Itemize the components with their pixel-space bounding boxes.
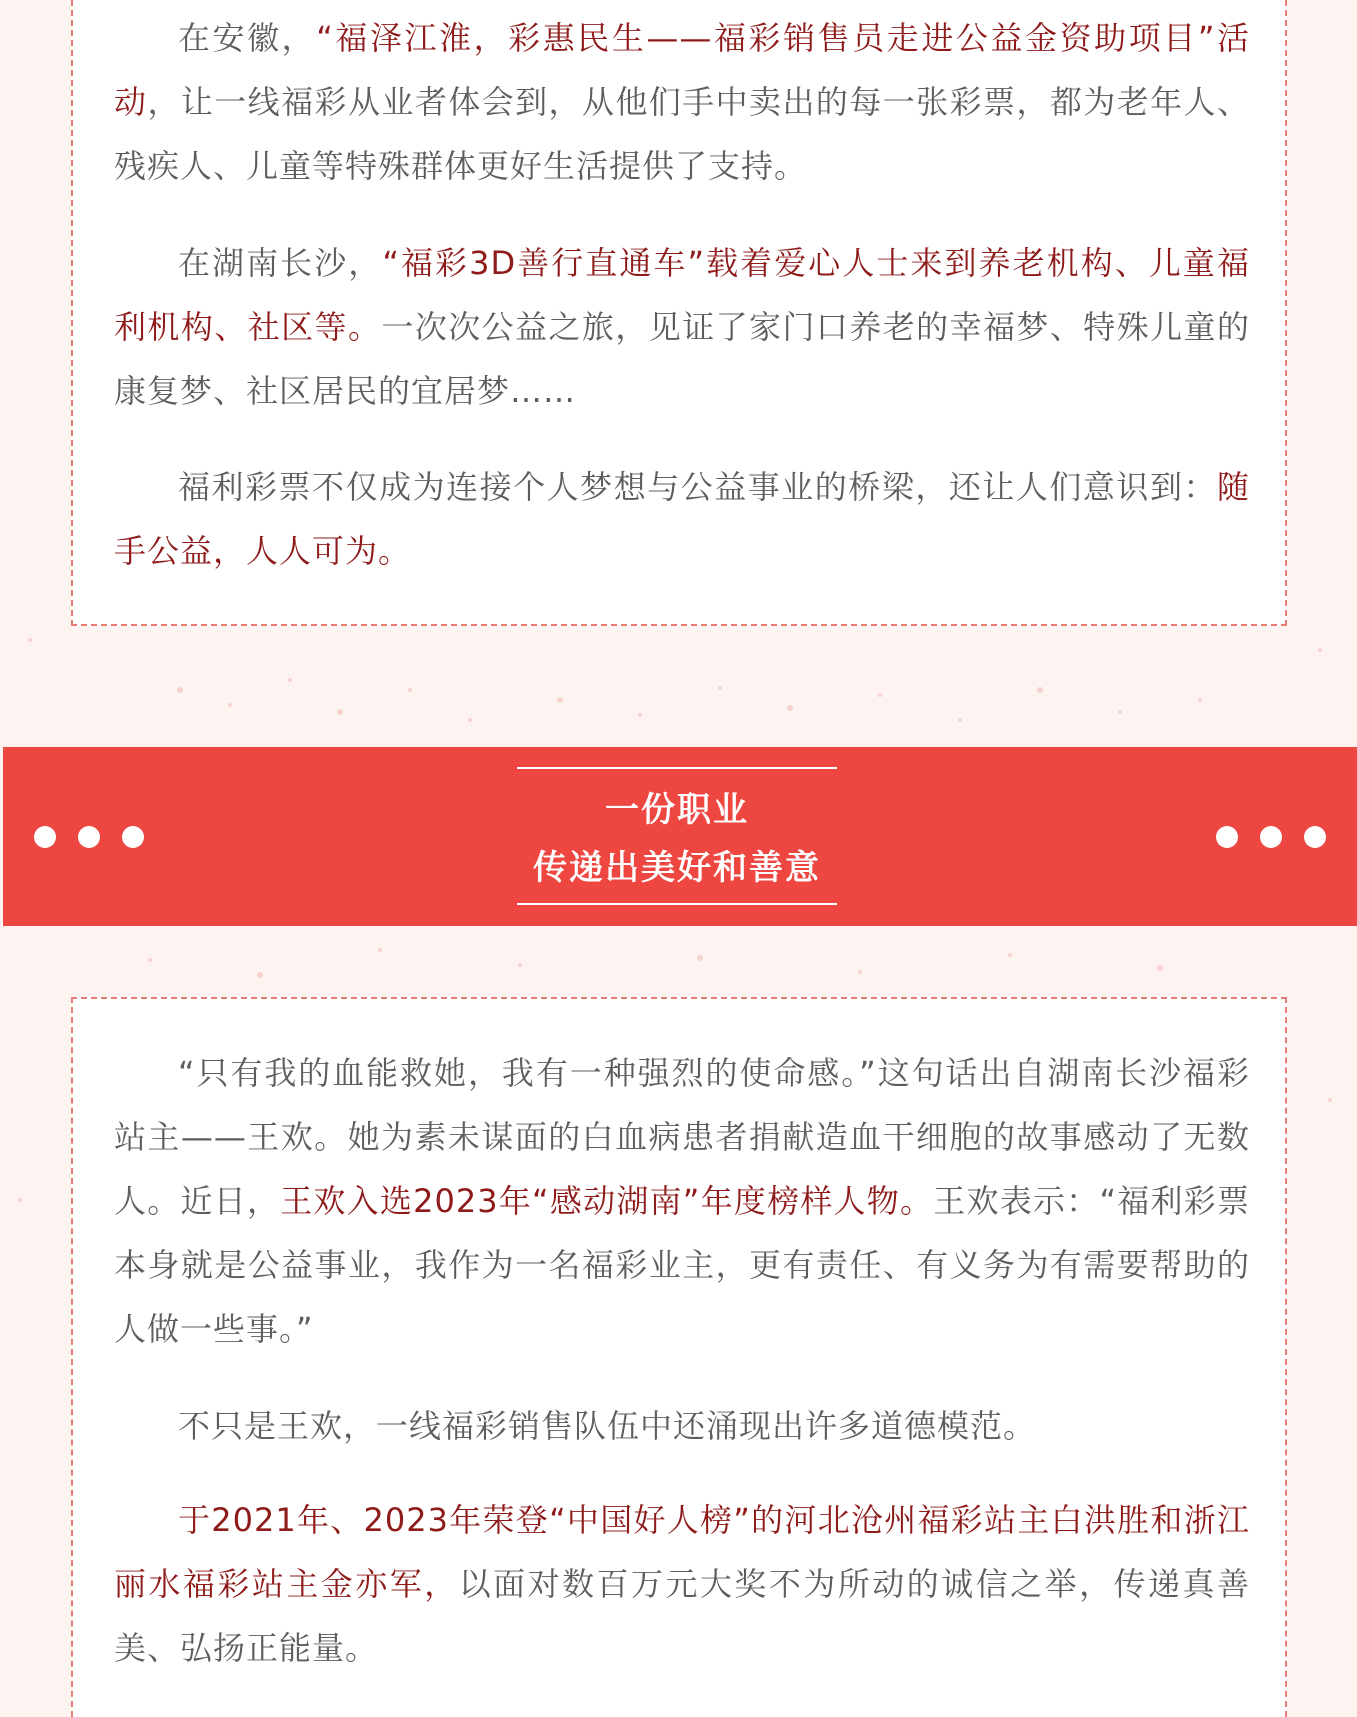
banner-bottom-rule <box>517 903 837 905</box>
text-segment: “只有我的血能救她，我有一种强烈的使命感。”这句话出自湖南长沙福彩站主——王欢。她为素未谋面的白血病患者捐献造血干细胞的故事感动了无数人。近日， <box>114 1054 1250 1220</box>
paragraph-changsha <box>114 231 1250 423</box>
banner-title-line2: 传递出美好和善意 <box>533 848 821 888</box>
highlight-text: 王欢入选2023年“感动湖南”年度榜样人物。 <box>280 1182 934 1220</box>
text-segment: ，让一线福彩从业者体会到，从他们手中卖出的每一张彩票，都为老年人、残疾人、儿童等特殊群体更好生活提供了支持。 <box>114 83 1250 185</box>
paragraph-good-people <box>114 1488 1250 1680</box>
article-card-top <box>71 0 1287 626</box>
text-segment: 以面对数百万元大奖不为所动的诚信之举，传递真善美、弘扬正能量。 <box>114 1565 1250 1667</box>
dot-ornament-right-2 <box>1260 826 1282 848</box>
text-segment: 在湖南长沙， <box>178 244 383 282</box>
text-segment: 王欢表示：“福利彩票本身就是公益事业，我作为一名福彩业主，更有责任、有义务为有需要帮助的人做一些事。” <box>114 1182 1250 1348</box>
dot-ornament-left-2 <box>78 826 100 848</box>
highlight-text: “福泽江淮，彩惠民生——福彩销售员走进公益金资助项目”活动 <box>114 19 1250 121</box>
paragraph-wanghuan <box>114 1041 1250 1361</box>
text-segment: 一次次公益之旅，见证了家门口养老的幸福梦、特殊儿童的康复梦、社区居民的宜居梦…… <box>114 308 1250 410</box>
highlight-text: “福彩3D善行直通车”载着爱心人士来到养老机构、儿童福利机构、社区等。 <box>114 244 1250 346</box>
highlight-text: 随手公益，人人可为。 <box>114 468 1250 570</box>
text-segment: 不只是王欢，一线福彩销售队伍中还涌现出许多道德模范。 <box>178 1407 1037 1445</box>
dot-ornament-right-3 <box>1304 826 1326 848</box>
text-segment: 福利彩票不仅成为连接个人梦想与公益事业的桥梁，还让人们意识到： <box>178 468 1217 506</box>
article-card-bottom <box>71 997 1287 1717</box>
dot-ornament-right-1 <box>1216 826 1238 848</box>
paragraph-anhui <box>114 6 1250 198</box>
banner-top-rule <box>517 767 837 769</box>
paragraph-conclusion <box>114 455 1250 583</box>
highlight-text: 于2021年、2023年荣登“中国好人榜”的河北沧州福彩站主白洪胜和浙江丽水福彩站主金亦军， <box>114 1501 1250 1603</box>
text-segment: 在安徽， <box>178 19 317 57</box>
dot-ornament-left-1 <box>34 826 56 848</box>
paragraph-role-models <box>114 1394 1250 1458</box>
dot-ornament-left-3 <box>122 826 144 848</box>
banner-title-line1: 一份职业 <box>605 790 749 830</box>
